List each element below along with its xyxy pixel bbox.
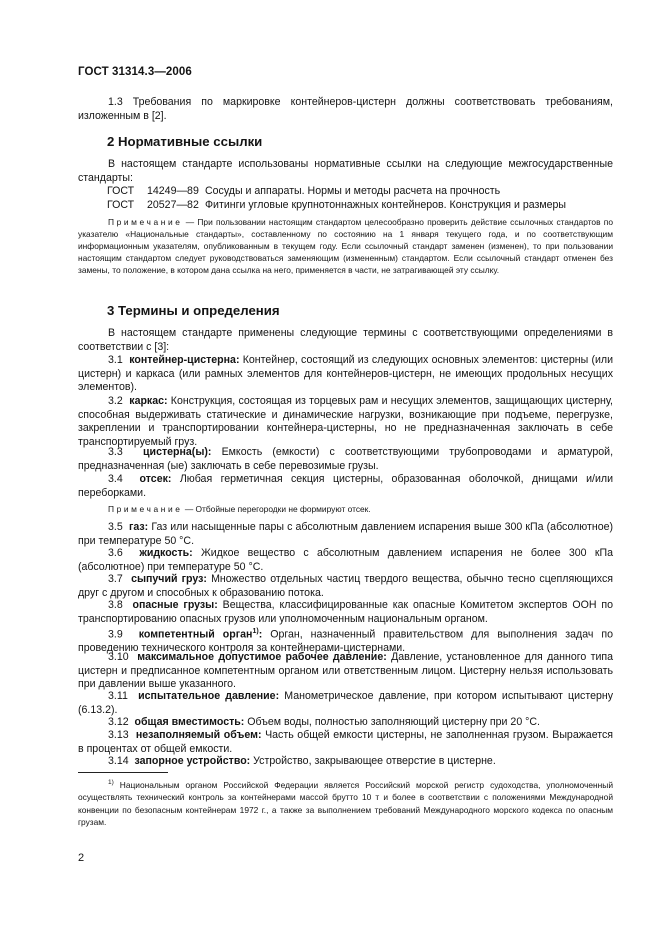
note-text: — Отбойные перегородки не формируют отсек. <box>184 504 371 514</box>
term-number: 3.5 <box>108 521 123 533</box>
term-name: компетентный орган <box>138 628 253 641</box>
term-number: 3.14 <box>108 755 129 767</box>
term-definition: Жидкое вещество с абсолютным давлением испарения не более 300 кПа (абсолютное) при температуре 50 °С. <box>78 547 613 573</box>
term-3-6 <box>78 547 613 574</box>
section-3-title: 3 Термины и определения <box>107 303 280 318</box>
term-definition: Устройство, закрывающее отверстие в цистерне. <box>250 755 496 767</box>
term-3-5 <box>78 521 613 548</box>
term-definition: Давление, установленное для данного типа цистерн и предписанное компетентным органом или ответственным лицом. Цистерну нельзя использовать при давлении выше указанного. <box>78 651 613 691</box>
reference-code: ГОСТ <box>107 185 135 197</box>
term-definition: Орган, назначенный правительством для выполнения задач по проведению технического контроля за контейнерами-цистернами. <box>78 628 613 655</box>
term-3-1 <box>78 354 613 395</box>
footnote-reference: 1) <box>252 628 259 635</box>
term-3-4 <box>78 473 613 500</box>
term-definition: Объем воды, полностью заполняющий цистерну при 20 °С. <box>244 716 540 728</box>
term-definition: Емкость (емкости) с соответствующими трубопроводами и арматурой, предназначенная (ые) заключать в себе перевозимые грузы. <box>78 446 614 472</box>
section-3-intro: В настоящем стандарте применены следующие термины с соответствующими определениями в соответствии с [3]: <box>78 327 613 353</box>
note-label: Примечание <box>108 504 183 514</box>
term-name: газ: <box>128 521 149 533</box>
term-name: цистерна(ы): <box>143 446 212 458</box>
term-number: 3.3 <box>108 446 123 458</box>
term-definition: Любая герметичная секция цистерны, образованная оболочкой, днищами и/или переборками. <box>78 473 613 499</box>
term-3-12 <box>78 716 613 730</box>
reference-code: ГОСТ <box>107 199 135 211</box>
section-2-title: 2 Нормативные ссылки <box>107 134 263 149</box>
term-name: каркас: <box>129 395 168 407</box>
term-3-10 <box>78 651 613 692</box>
term-name: общая вместимость: <box>134 716 245 728</box>
term-definition: Конструкция, состоящая из торцевых рам и несущих элементов, защищающих цистерну, способная выдерживать статические и динамические нагрузки, возникающие при подъеме, перегрузке, закреплении и транспортировании контейнера-цистерны, но не предназначенная заключать в себе транспортируемый груз. <box>78 395 613 448</box>
term-number: 3.6 <box>108 547 123 559</box>
term-name: максимальное допустимое рабочее давление: <box>137 651 387 663</box>
term-definition: Манометрическое давление, при котором испытывают цистерну (6.13.2). <box>78 690 614 716</box>
note-label: Примечание <box>108 217 183 227</box>
term-colon: : <box>258 628 263 641</box>
term-name: испытательное давление: <box>138 690 280 702</box>
note-text: — При пользовании настоящим стандартом целесообразно проверить действие ссылочных стандартов по указателю «Национальные стандарты», составленному по состоянию на 1 января текущего года, и по соответствующим информационным указателям, опубликованным в текущем году. Если ссылочный стандарт заменен (изменен), то при пользовании настоящим стандартом следует руководствоваться заменяющим (измененным) стандартом. Если ссылочный стандарт отменен без замены, то положение, в котором дана ссылка на него, применяется в части, не затрагивающей эту ссылку. <box>78 217 613 275</box>
term-number: 3.4 <box>108 473 123 485</box>
term-definition: Часть общей емкости цистерны, не заполненная грузом. Выражается в процентах от общей емкости. <box>78 729 613 755</box>
term-name: жидкость: <box>139 547 193 559</box>
term-name: отсек: <box>139 473 172 485</box>
reference-item <box>107 185 500 199</box>
term-definition: Контейнер, состоящий из следующих основных элементов: цистерны (или цистерн) и каркаса (или рамных элементов для контейнеров-цистерн, не имеющих продольных несущих элементов). <box>78 354 613 394</box>
footnote <box>78 777 613 829</box>
section-2-note <box>78 216 613 276</box>
term-name: контейнер-цистерна: <box>129 354 240 366</box>
document-header: ГОСТ 31314.3—2006 <box>78 66 192 78</box>
term-3-13 <box>78 729 613 756</box>
term-name: незаполняемый объем: <box>135 729 262 741</box>
page-number: 2 <box>78 852 85 864</box>
reference-title: Фитинги угловые крупнотоннажных контейнеров. Конструкция и размеры <box>205 199 567 211</box>
term-number: 3.7 <box>108 573 123 585</box>
term-3-14 <box>78 755 613 769</box>
term-number: 3.1 <box>108 354 123 366</box>
term-number: 3.11 <box>108 690 128 702</box>
term-name: запорное устройство: <box>134 755 251 767</box>
footnote-divider <box>78 772 168 773</box>
reference-item <box>107 199 566 213</box>
term-3-8 <box>78 599 613 626</box>
term-3-7 <box>78 573 613 600</box>
footnote-mark: 1) <box>108 779 114 786</box>
term-number: 3.12 <box>108 716 129 728</box>
term-name: сыпучий груз: <box>131 573 207 585</box>
footnote-text: Национальным органом Российской Федерации является Российский морской регистр судоходства, уполномоченный осуществлять технический контроль за контейнерами массой брутто 10 т и более в соответствии с положениями Международной конвенции по безопасным контейнерам 1972 г., а также за выполнением требований Международного морского кодекса по опасным грузам. <box>78 779 613 828</box>
section-2-intro: В настоящем стандарте использованы нормативные ссылки на следующие межгосударственные стандарты: <box>78 158 613 184</box>
term-number: 3.10 <box>108 651 129 663</box>
reference-number: 14249—89 <box>147 185 199 197</box>
term-number: 3.2 <box>108 395 123 407</box>
reference-title: Сосуды и аппараты. Нормы и методы расчета на прочность <box>205 185 501 197</box>
term-number: 3.8 <box>108 599 123 611</box>
term-definition: Вещества, классифицированные как опасные Комитетом экспертов ООН по транспортированию опасных грузов или уполномоченным национальным органом. <box>78 599 613 625</box>
section-3-note <box>78 503 613 515</box>
term-name: опасные грузы: <box>132 599 218 611</box>
term-definition: Множество отдельных частиц твердого вещества, обычно тесно сцепляющихся друг с другом и способных к образованию потока. <box>78 573 614 599</box>
term-number: 3.9 <box>108 628 123 641</box>
paragraph-1-3: 1.3 Требования по маркировке контейнеров-цистерн должны соответствовать требованиям, изложенным в [2]. <box>78 96 613 122</box>
term-3-11 <box>78 690 613 717</box>
reference-number: 20527—82 <box>147 199 199 211</box>
term-definition: Газ или насыщенные пары с абсолютным давлением испарения выше 300 кПа (абсолютное) при температуре 50 °С. <box>78 521 614 547</box>
term-3-3 <box>78 446 613 473</box>
term-number: 3.13 <box>108 729 129 741</box>
term-3-2 <box>78 395 613 449</box>
